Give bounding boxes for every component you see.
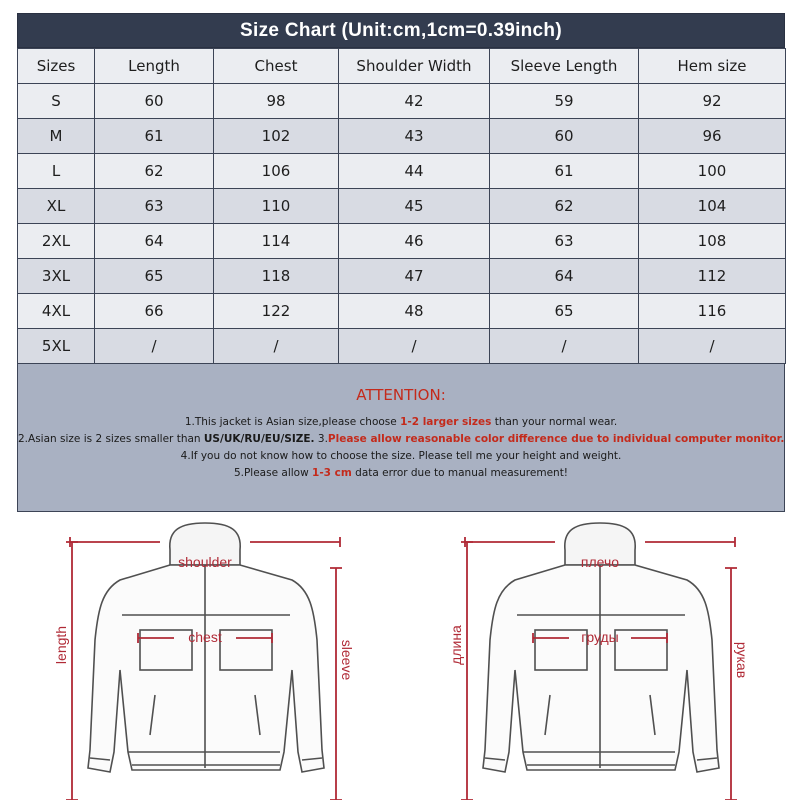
measurement-cell: 61 (490, 154, 639, 189)
size-label-cell: 2XL (18, 224, 95, 259)
measurement-cell: 92 (639, 84, 786, 119)
size-label-cell: XL (18, 189, 95, 224)
measurement-cell: 44 (339, 154, 490, 189)
measurement-cell: 116 (639, 294, 786, 329)
note-bold: US/UK/RU/EU/SIZE. (203, 433, 315, 445)
measurement-cell: 112 (639, 259, 786, 294)
jacket-svg (40, 520, 370, 800)
table-header-row (18, 49, 786, 84)
measurement-cell: 118 (214, 259, 339, 294)
attention-title: ATTENTION: (356, 386, 446, 404)
size-label-cell: M (18, 119, 95, 154)
size-table (17, 48, 786, 364)
size-chart (17, 13, 785, 512)
measurement-cell: 64 (490, 259, 639, 294)
column-header: Sleeve Length (490, 49, 639, 84)
measurement-cell: 43 (339, 119, 490, 154)
column-header: Shoulder Width (339, 49, 490, 84)
size-label-cell: 4XL (18, 294, 95, 329)
measurement-cell: 122 (214, 294, 339, 329)
chest-label: груды (581, 629, 619, 645)
jacket-svg (435, 520, 765, 800)
size-label-cell: 3XL (18, 259, 95, 294)
measurement-cell: 65 (490, 294, 639, 329)
attention-box (17, 364, 785, 512)
attention-line-3: 4.If you do not know how to choose the size. Please tell me your height and weight. (180, 450, 622, 462)
column-header: Hem size (639, 49, 786, 84)
attention-line-4 (18, 465, 784, 482)
measurement-cell: 62 (95, 154, 214, 189)
sleeve-label: рукав (734, 641, 750, 679)
size-label-cell: 5XL (18, 329, 95, 364)
chest-label: chest (188, 629, 222, 645)
note-highlight: 1-3 cm (312, 467, 352, 479)
column-header: Chest (214, 49, 339, 84)
length-label: длина (448, 625, 464, 665)
measurement-cell: 60 (95, 84, 214, 119)
column-header: Sizes (18, 49, 95, 84)
measurement-cell: 108 (639, 224, 786, 259)
table-row (18, 294, 786, 329)
note-text: 1.This jacket is Asian size,please choose (184, 416, 401, 428)
measurement-cell: 62 (490, 189, 639, 224)
measurement-cell: 100 (639, 154, 786, 189)
length-label: length (53, 625, 69, 665)
note-text: 2.Asian size is 2 sizes smaller than (18, 433, 204, 445)
measurement-cell: 114 (214, 224, 339, 259)
jacket-diagram-english (40, 520, 370, 800)
measurement-cell: 60 (490, 119, 639, 154)
measurement-cell: 61 (95, 119, 214, 154)
note-highlight: Please allow reasonable color difference due to individual computer monitor. (327, 433, 785, 445)
measurement-cell: 64 (95, 224, 214, 259)
shoulder-label: плечо (580, 554, 620, 570)
table-row (18, 84, 786, 119)
table-row (18, 224, 786, 259)
note-highlight: 1-2 larger sizes (400, 416, 492, 428)
note-text: 5.Please allow (233, 467, 313, 479)
measurement-cell: / (339, 329, 490, 364)
table-row (18, 119, 786, 154)
measurement-cell: / (490, 329, 639, 364)
chart-title: Size Chart (Unit:cm,1cm=0.39inch) (17, 13, 785, 48)
measurement-cell: / (214, 329, 339, 364)
measurement-cell: 104 (639, 189, 786, 224)
measurement-cell: 102 (214, 119, 339, 154)
measurement-cell: 98 (214, 84, 339, 119)
measurement-cell: 42 (339, 84, 490, 119)
table-body (18, 84, 786, 364)
measurement-cell: 66 (95, 294, 214, 329)
measurement-cell: 45 (339, 189, 490, 224)
jacket-diagram-russian (435, 520, 765, 800)
size-label-cell: S (18, 84, 95, 119)
measurement-cell: 106 (214, 154, 339, 189)
measurement-cell: 110 (214, 189, 339, 224)
attention-line-2 (18, 431, 784, 448)
size-label-cell: L (18, 154, 95, 189)
measurement-cell: / (95, 329, 214, 364)
table-row (18, 189, 786, 224)
measurement-cell: 47 (339, 259, 490, 294)
note-text: data error due to manual measurement! (351, 467, 569, 479)
measurement-cell: 65 (95, 259, 214, 294)
measurement-cell: 46 (339, 224, 490, 259)
table-row (18, 329, 786, 364)
measurement-cell: 48 (339, 294, 490, 329)
shoulder-label: shoulder (178, 554, 232, 570)
measurement-cell: / (639, 329, 786, 364)
column-header: Length (95, 49, 214, 84)
measurement-cell: 96 (639, 119, 786, 154)
table-row (18, 259, 786, 294)
measurement-cell: 63 (490, 224, 639, 259)
note-text: 3. (314, 433, 328, 445)
measurement-cell: 63 (95, 189, 214, 224)
measurement-cell: 59 (490, 84, 639, 119)
table-row (18, 154, 786, 189)
sleeve-label: sleeve (339, 639, 355, 681)
note-text: than your normal wear. (491, 416, 618, 428)
attention-line-1 (18, 414, 784, 431)
